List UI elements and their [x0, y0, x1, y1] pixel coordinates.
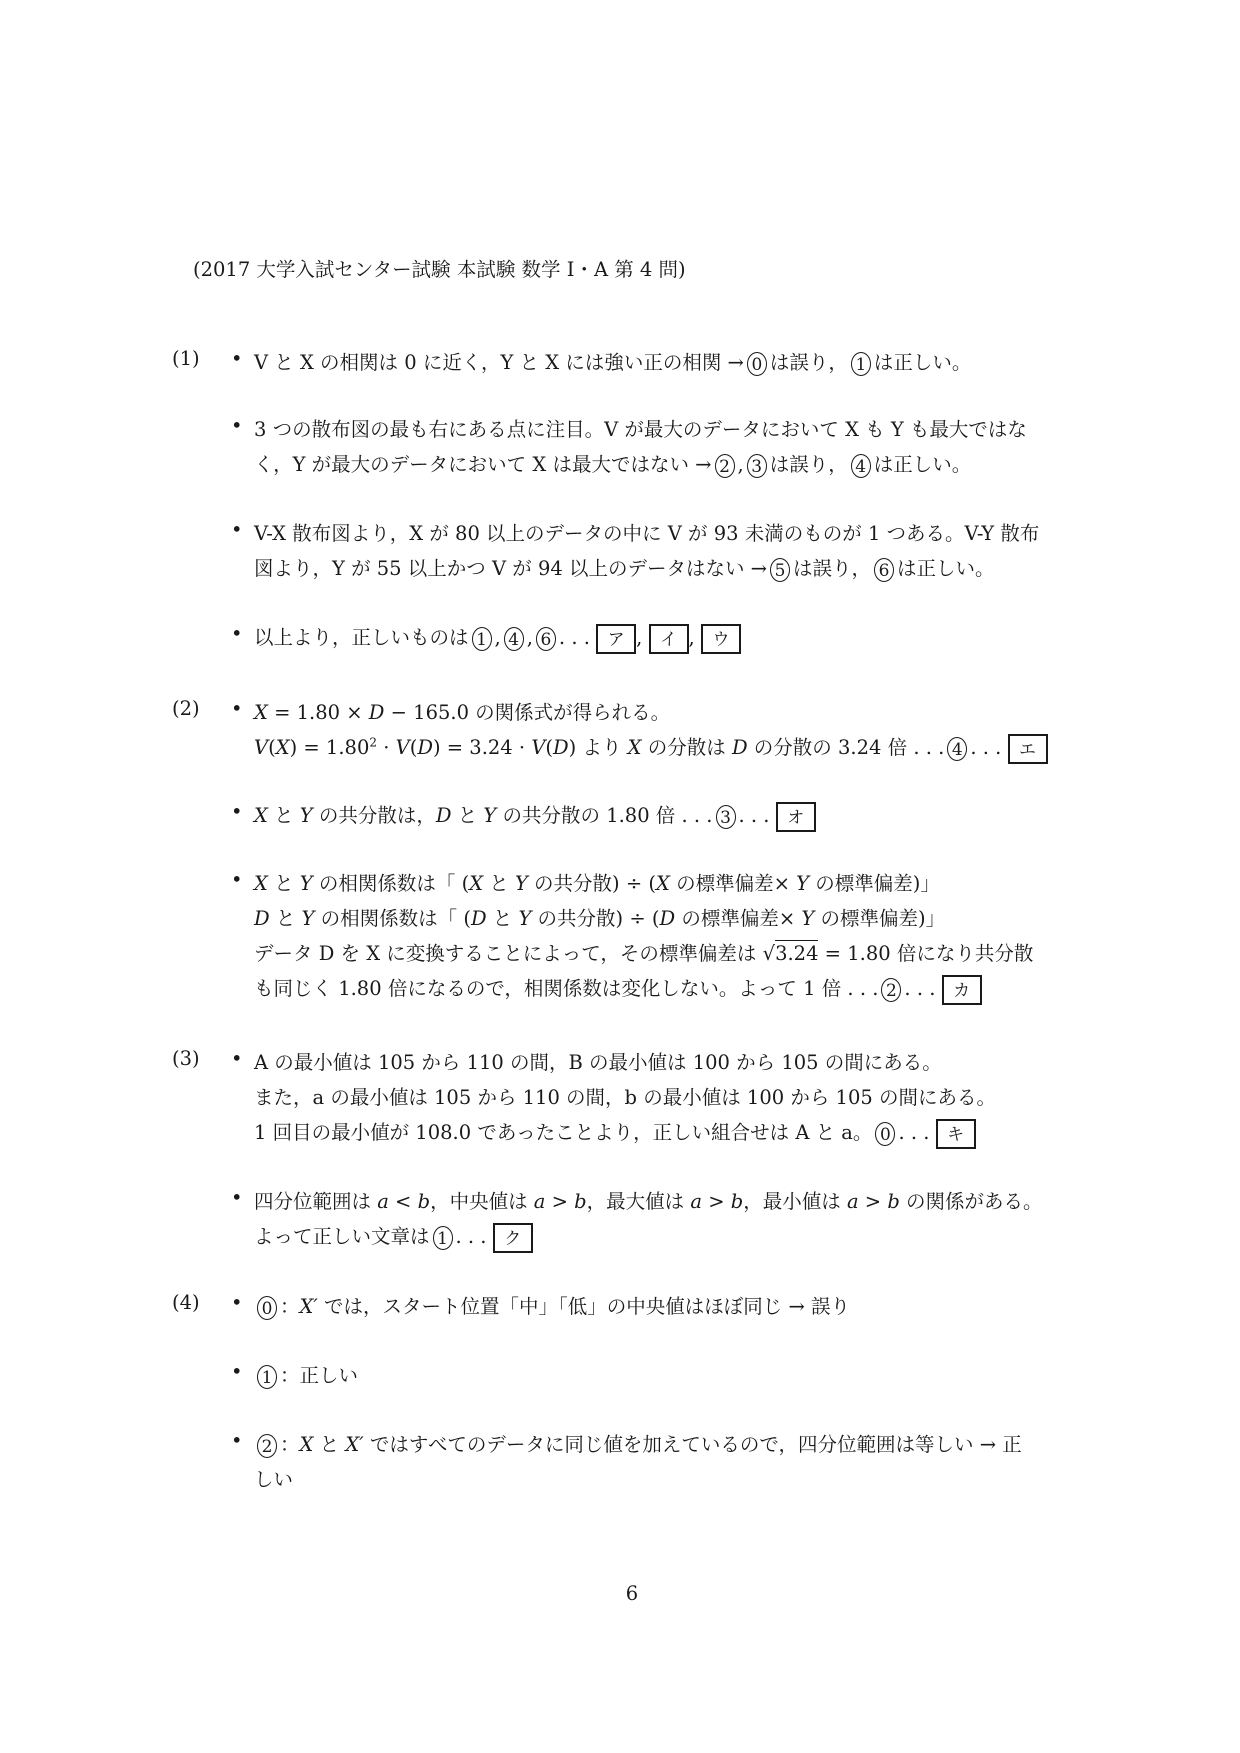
q2-bullet-3-line-4: も同じく 1.80 倍になるので，相関係数は変化しない。よって 1 倍 . . . 2 . . . カ	[254, 973, 982, 1005]
bullet-icon: •	[231, 800, 243, 823]
answer-box-i: イ	[649, 624, 689, 654]
circled-number: 3	[747, 454, 767, 478]
circled-number: 2	[715, 454, 735, 478]
answer-box-e: エ	[1008, 734, 1048, 764]
exam-heading: (2017 大学入試センター試験 本試験 数学 I・A 第 4 問)	[193, 258, 686, 281]
q1-bullet-4: 以上より，正しいものは 1 , 4 , 6 . . . ア , イ , ウ	[254, 622, 741, 654]
q1-bullet-3-line-2: 図より，Y が 55 以上かつ V が 94 以上のデータはない → 5 は誤り， 6 は正しい。	[254, 557, 995, 581]
q3-bullet-1-line-2: また，a の最小値は 105 から 110 の間，b の最小値は 100 から 105 の間にある。	[254, 1086, 996, 1109]
bullet-icon: •	[231, 518, 243, 541]
page-number: 6	[625, 1582, 639, 1605]
circled-number: 0	[875, 1122, 895, 1146]
q2-bullet-1-line-2: $V(X) = 1.80^2 \cdot V(D) = 3.24 \cdot V(D)$ より X の分散は D の分散の 3.24 倍 . . . 4 . . . エ	[254, 732, 1048, 764]
sqrt-sign: √	[762, 942, 776, 965]
bullet-icon: •	[231, 1360, 243, 1383]
circled-number: 2	[257, 1434, 277, 1458]
answer-box-ku: ク	[493, 1223, 533, 1253]
circled-number: 4	[504, 627, 524, 651]
q2-bullet-3-line-3: データ D を X に変換することによって，その標準偏差は √3.24 = 1.80 倍になり共分散	[254, 942, 1034, 965]
question-label-3: (3)	[172, 1047, 200, 1070]
answer-box-a: ア	[596, 624, 636, 654]
question-label-1: (1)	[172, 347, 200, 370]
circled-number: 4	[947, 737, 967, 761]
q2-bullet-1-line-1: X = 1.80 × D − 165.0 の関係式が得られる。	[254, 701, 671, 724]
q4-bullet-3-line-1: 2 ：X と X′ ではすべてのデータに同じ値を加えているので，四分位範囲は等しい → 正	[254, 1429, 1022, 1458]
circled-number: 4	[851, 454, 871, 478]
q2-bullet-2: X と Y の共分散は，D と Y の共分散の 1.80 倍 . . . 3 . . . オ	[254, 800, 816, 832]
q2-bullet-3-line-2: D と Y の相関係数は「 (D と Y の共分散) ÷ (D の標準偏差× Y の標準偏差)」	[254, 907, 946, 930]
bullet-icon: •	[231, 1291, 243, 1314]
bullet-icon: •	[231, 868, 243, 891]
circled-number: 2	[881, 978, 901, 1002]
circled-number: 1	[257, 1365, 277, 1389]
answer-box-ka: カ	[942, 975, 982, 1005]
q2-bullet-3-line-1: X と Y の相関係数は「 (X と Y の共分散) ÷ (X の標準偏差× Y の標準偏差)」	[254, 872, 940, 895]
bullet-icon: •	[231, 1047, 243, 1070]
q1-bullet-2-line-2: く，Y が最大のデータにおいて X は最大ではない → 2 , 3 は誤り， 4 は正しい。	[254, 453, 972, 477]
q4-bullet-2: 1 ：正しい	[254, 1360, 358, 1389]
q3-bullet-1-line-1: A の最小値は 105 から 110 の間，B の最小値は 100 から 105 の間にある。	[254, 1051, 942, 1074]
q3-bullet-1-line-3: 1 回目の最小値が 108.0 であったことより，正しい組合せは A と a。 0 . . . キ	[254, 1117, 976, 1149]
circled-number: 1	[472, 627, 492, 651]
q3-bullet-2-line-2: よって正しい文章は 1 . . . ク	[254, 1221, 533, 1253]
bullet-icon: •	[231, 622, 243, 645]
circled-number: 0	[257, 1296, 277, 1320]
circled-number: 5	[770, 558, 790, 582]
bullet-icon: •	[231, 414, 243, 437]
answer-box-u: ウ	[701, 624, 741, 654]
circled-number: 0	[747, 352, 767, 376]
circled-number: 1	[851, 352, 871, 376]
bullet-icon: •	[231, 1186, 243, 1209]
bullet-icon: •	[231, 347, 243, 370]
q1-bullet-2-line-1: 3 つの散布図の最も右にある点に注目。V が最大のデータにおいて X も Y も最大ではな	[254, 418, 1027, 441]
circled-number: 6	[874, 558, 894, 582]
q3-bullet-2-line-1: 四分位範囲は a < b，中央値は a > b，最大値は a > b，最小値は a > b の関係がある。	[254, 1190, 1043, 1213]
circled-number: 3	[716, 805, 736, 829]
q1-bullet-3-line-1: V-X 散布図より，X が 80 以上のデータの中に V が 93 未満のものが 1 つある。V-Y 散布	[254, 522, 1040, 545]
circled-number: 1	[433, 1226, 453, 1250]
circled-number: 6	[536, 627, 556, 651]
bullet-icon: •	[231, 697, 243, 720]
question-label-4: (4)	[172, 1291, 200, 1314]
q4-bullet-3-line-2: しい	[254, 1468, 294, 1491]
answer-box-ki: キ	[936, 1119, 976, 1149]
q4-bullet-1: 0 ：X′ では，スタート位置「中」「低」の中央値はほぼ同じ → 誤り	[254, 1291, 850, 1320]
answer-box-o: オ	[776, 802, 816, 832]
q1-bullet-1: V と X の相関は 0 に近く，Y と X には強い正の相関 → 0 は誤り， 1 は正しい。	[254, 351, 972, 375]
question-label-2: (2)	[172, 697, 200, 720]
bullet-icon: •	[231, 1429, 243, 1452]
